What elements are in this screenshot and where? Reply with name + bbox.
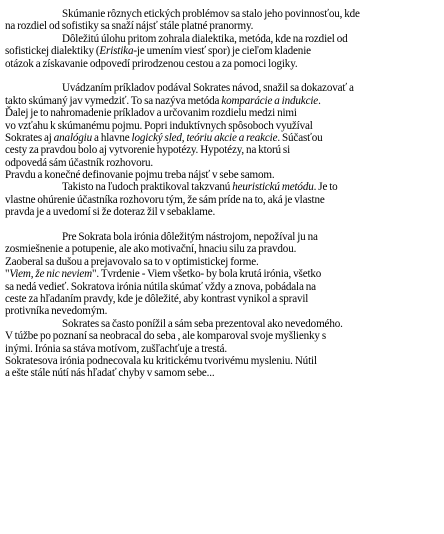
paragraph (5, 33, 439, 70)
text-segment: zosmiešnenie a potupenie, ale ako motivační, hnaciu silu za pravdou. (5, 243, 297, 256)
paragraph (5, 82, 439, 181)
text-segment: a hlavne (92, 131, 132, 144)
text-line (5, 107, 439, 119)
document-page (5, 8, 439, 380)
text-segment: Sokrates aj (5, 131, 54, 144)
text-segment: Pre Sokrata bola irónia dôležitým nástrojom, nepožíval ju na (62, 231, 318, 244)
paragraph (5, 318, 439, 380)
paragraph (5, 231, 439, 318)
paragraph (5, 181, 439, 218)
text-segment: inými. Irónia sa stáva motívom, zušľachťuje a trestá. (5, 342, 227, 355)
text-line (5, 8, 439, 20)
text-line (5, 318, 439, 330)
text-segment: protivníka nevedomým. (5, 305, 108, 318)
text-segment: a ešte stále nútí nás hľadať chyby v samom sebe... (5, 367, 215, 380)
text-line (5, 120, 439, 132)
text-line (5, 367, 439, 379)
text-segment: ". Tvrdenie - Viem všetko- by bola krutá irónia, všetko (92, 268, 322, 281)
text-segment: pravda je a uvedomí si že doteraz žil v sebaklame. (5, 206, 216, 219)
text-segment: vlastne ohúrenie účastníka rozhovoru tým, že sám príde na to, aká je vlastne (5, 193, 325, 206)
text-segment: Dôležitú úlohu pritom zohrala dialektika, metóda, kde na rozdiel od (62, 32, 348, 45)
text-line (5, 169, 439, 181)
text-line (5, 231, 439, 243)
text-segment: takto skúmaný jav vymedziť. To sa nazýva metóda (5, 94, 222, 107)
text-line (5, 58, 439, 70)
text-line (5, 20, 439, 32)
text-line (5, 305, 439, 317)
text-segment: odpovedá sám účastník rozhovoru. (5, 156, 154, 169)
text-line (5, 144, 439, 156)
italic-text: logický sled, teóriu akcie a reakcie (131, 131, 278, 144)
text-segment: Zaoberal sa dušou a prejavovalo sa to v optimistickej forme. (5, 255, 259, 268)
text-segment: vo vzťahu k skúmanému pojmu. Popri induktívnych spôsoboch využíval (5, 119, 313, 132)
text-segment: V túžbe po poznaní sa neobracal do seba , ale komparoval svoje myšlienky s (5, 330, 327, 343)
paragraph (5, 8, 439, 33)
text-line (5, 33, 439, 45)
italic-text: komparácie a indukcie (221, 94, 319, 107)
text-segment: . Súčasťou (277, 131, 323, 144)
text-segment: cesty za pravdou bolo aj vytvorenie hypotézy. Hypotézy, na ktorú si (5, 144, 291, 157)
text-segment: Uvádzaním príkladov podával Sokrates návod, snažil sa dokazovať a (62, 82, 354, 95)
text-segment: . Je to (313, 181, 338, 194)
text-line (5, 243, 439, 255)
text-segment: na rozdiel od sofistiky sa snaží nájsť stále platné pranormy. (5, 20, 254, 33)
text-segment: -je umením viesť spor) je cieľom kladenie (133, 45, 311, 58)
text-segment: " (5, 268, 10, 281)
italic-text: Eristika (99, 45, 134, 58)
text-segment: sa nedá vedieť. Sokratova irónia nútila skúmať vždy a znova, pobádala na (5, 280, 316, 293)
text-segment: sofistickej dialektiky ( (5, 45, 100, 58)
text-line (5, 355, 439, 367)
text-line (5, 268, 439, 280)
text-segment: Sokrates sa často ponížil a sám seba prezentoval ako nevedomého. (62, 317, 343, 330)
italic-text: analógiu (53, 131, 93, 144)
text-line (5, 181, 439, 193)
text-line (5, 330, 439, 342)
text-line (5, 293, 439, 305)
italic-text: Viem, že nic neviem (9, 268, 93, 281)
text-line (5, 157, 439, 169)
text-line (5, 256, 439, 268)
text-segment: Sokratesova irónia podnecovala ku kritickému tvorivému mysleniu. Nútil (5, 354, 317, 367)
text-line (5, 343, 439, 355)
text-segment: Ďalej je to nahromadenie príkladov a určovanim rozdielu medzi nimi (5, 107, 297, 120)
text-line (5, 281, 439, 293)
text-segment: . (318, 94, 321, 107)
paragraph-gap (5, 70, 439, 82)
text-line (5, 206, 439, 218)
italic-text: heuristickú metódu (232, 181, 314, 194)
text-line (5, 194, 439, 206)
text-segment: Skúmanie rôznych etických problémov sa stalo jeho povinnosťou, kde (62, 8, 360, 20)
text-segment: ceste za hľadaním pravdy, kde je dôležité, aby kontrast vynikol a spravil (5, 292, 309, 305)
paragraph-gap (5, 219, 439, 231)
text-segment: otázok a získavanie odpovedí prirodzenou cestou a za pomoci logiky. (5, 57, 298, 70)
text-line (5, 45, 439, 57)
text-line (5, 82, 439, 94)
text-line (5, 95, 439, 107)
text-line (5, 132, 439, 144)
text-segment: Pravdu a konečné definovanie pojmu treba nájsť v sebe samom. (5, 169, 275, 182)
text-segment: Takisto na ľudoch praktikoval takzvanú (62, 181, 233, 194)
